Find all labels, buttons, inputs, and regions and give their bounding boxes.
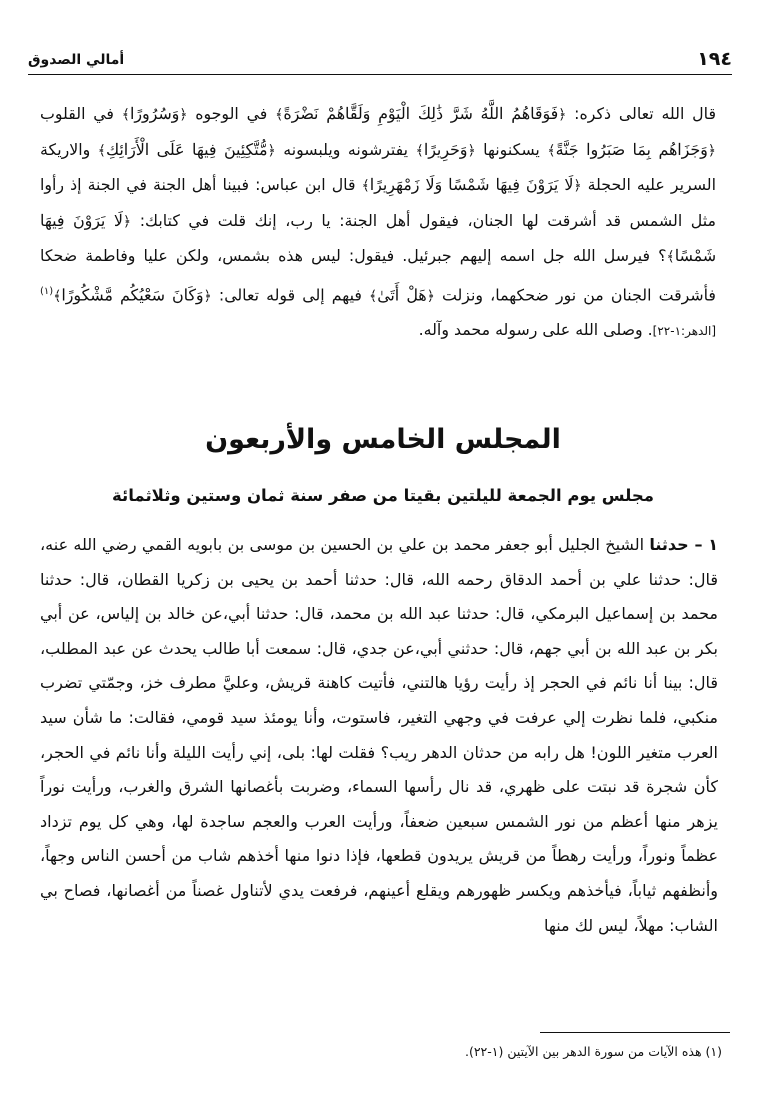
footnote: (١) هذه الآيات من سورة الدهر بين الآيتين (١-٢٢). [464, 1044, 722, 1059]
quran-bracket-open: ﴿ [467, 142, 476, 159]
quran-bracket-open: ﴿ [267, 142, 276, 159]
passage-text: في القلوب [40, 104, 122, 123]
passage-text: ؟ فيرسل الله جل اسمه إليهم جبرئيل. فيقول: ليس هذه بشمس، ولكن عليا وفاطمة ضحكا فأشرقت الجنان من نور ضحكهما، ونزلت [40, 246, 716, 304]
quran-verse: وَسُرُورًا [129, 104, 180, 123]
quran-verse: هَلْ أَتَىٰ [377, 284, 427, 304]
passage-text: يفترشونه ويلبسونه [275, 139, 416, 159]
quran-verse: لَا يَرَوْنَ فِيهَا شَمْسًا وَلَا زَمْهَرِيرًا [369, 175, 574, 194]
quran-verse: فَوَقَاهُمُ اللَّهُ شَرَّ ذَٰلِكَ الْيَوْمِ وَلَقَّاهُمْ نَضْرَةً [283, 104, 559, 123]
quran-verse: وَكَانَ سَعْيُكُم مَّشْكُورًا [61, 284, 204, 304]
running-head [28, 50, 732, 75]
book-title: أمالي الصدوق [28, 52, 125, 68]
page-number: ١٩٤ [697, 48, 732, 70]
quran-bracket-close: ﴾ [275, 107, 284, 123]
quran-bracket-close: ﴾ [415, 142, 424, 159]
quran-bracket-close: ﴾ [97, 142, 106, 159]
quran-verse: وَحَرِيرًا [423, 139, 468, 159]
passage-text: قال ابن عباس: فبينا أهل الجنة في الجنة إذ رأوا مثل الشمس قد أشرقت لها الجنان، فيقول أهل الجنة: يا رب، إنك قلت في كتابك: [40, 175, 716, 230]
hadith-paragraph [40, 528, 718, 943]
session-date-line: مجلس يوم الجمعة لليلتين بقيتا من صفر سنة ثمان وستين وثلاثمائة [112, 486, 654, 505]
quran-bracket-open: ﴿ [573, 178, 582, 194]
hadith-text: الشيخ الجليل أبو جعفر محمد بن علي بن الحسين بن موسى بن بابويه القمي رضي الله عنه، قال: حدثنا علي بن أحمد الدقاق رحمه الله، قال: حدثنا أحمد بن يحيى بن زكريا القطان، قال: حدثنا محمد بن إسماعيل البرمكي، قال: حدثنا عبد الله بن محمد، قال: حدثنا أبي،عن خالد بن إلياس، عن أبي بكر بن عبد الله بن أبي جهم، قال: حدثني أبي،عن جدي، قال: سمعت أبا طالب يحدث عن عبد المطلب، قال: بينا أنا نائم في الحجر إذ رأيت رؤيا هالتني، فأتيت كاهنة قريش، وعليَّ مطرف خز، وجمّتي تضرب منكبي، فلما نظرت إلي عرفت في وجهي التغير، فاستوت، وأنا يومئذ سيد قومي، فقالت: ما شأن سيد العرب متغير اللون! هل رابه من حدثان الدهر ريب؟ فقلت لها: بلى، إني رأيت الليلة وأنا نائم في الحجر، كأن شجرة قد نبتت على ظهري، قد نال رأسها السماء، وضربت بأغصانها الشرق والغرب، ورأيت نوراً يزهر منها أعظم من نور الشمس سبعين ضعفاً، ورأيت العرب والعجم ساجدة لها، وهي كل يوم تزداد عظماً ونوراً، ورأيت رهطاً من قريش يريدون قطعها، فإذا دنوا منها أخذهم شاب من أحسن الناس وجهاً، وأنظفهم ثياباً، فيأخذهم ويكسر ظهورهم ويقلع أعينهم، فرفعت يدي لأتناول غصناً من أغصانها، فصاح بي الشاب: مهلاً، ليس لك منها [40, 535, 718, 935]
surah-reference: [الدهر:١-٢٢] [652, 324, 716, 339]
quran-bracket-open: ﴿ [203, 287, 212, 304]
quran-verse: لَا يَرَوْنَ فِيهَا شَمْسًا [40, 210, 716, 265]
quran-verse: وَجَزَاهُم بِمَا صَبَرُوا جَنَّةً [555, 139, 708, 159]
quran-bracket-open: ﴿ [707, 142, 716, 159]
quran-verse: مُّتَّكِئِينَ فِيهَا عَلَى الْأَرَائِكِ [106, 139, 268, 159]
hadith-number: ١ – حدثنا [649, 535, 718, 554]
quran-bracket-open: ﴿ [426, 287, 435, 304]
quran-bracket-close: ﴾ [121, 107, 130, 123]
quran-bracket-open: ﴿ [122, 213, 132, 230]
quran-bracket-open: ﴿ [558, 107, 567, 123]
opening-passage [40, 97, 716, 349]
quran-bracket-close: ﴾ [369, 287, 378, 304]
session-title: المجلس الخامس والأربعون [205, 424, 561, 455]
passage-text: . وصلى الله على رسوله محمد وآله. [418, 320, 653, 340]
footnote-divider [540, 1032, 730, 1033]
footnote-marker: (١) [40, 285, 54, 297]
quran-bracket-open: ﴿ [179, 107, 188, 123]
quran-bracket-close: ﴾ [361, 178, 370, 194]
passage-text: قال الله تعالى ذكره: [566, 104, 717, 123]
quran-bracket-close: ﴾ [53, 287, 62, 304]
passage-text: فيهم إلى قوله تعالى: [211, 284, 370, 304]
quran-bracket-close: ﴾ [547, 142, 556, 159]
passage-text: في الوجوه [187, 104, 276, 123]
passage-text: يسكنونها [475, 139, 548, 159]
passage-text: والاريكة السرير عليه الحجلة [40, 139, 716, 194]
quran-bracket-close: ﴾ [666, 249, 675, 265]
